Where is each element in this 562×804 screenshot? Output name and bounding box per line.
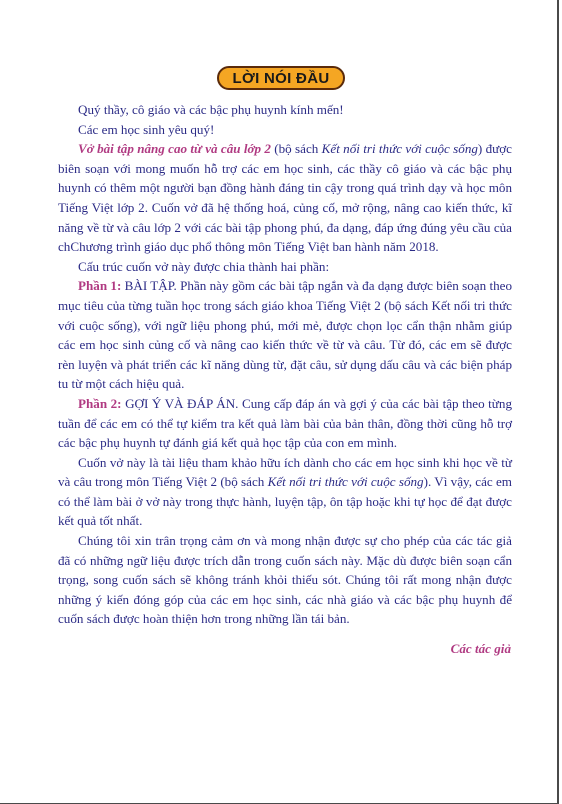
usage-text-2: ). Vì vậy, các em có thể làm bài ở vở này trong thực hành, luyện tập, ôn tập hoặc khi tự học để đạt được kết quả tốt nhất. bbox=[58, 474, 512, 529]
page-title: LỜI NÓI ĐẦU bbox=[217, 66, 346, 90]
greeting-line-students: Các em học sinh yêu quý! bbox=[78, 121, 215, 137]
part1-label: Phần 1: bbox=[78, 278, 122, 294]
thanks-paragraph: Chúng tôi xin trân trọng cảm ơn và mong nhận được sự cho phép của các tác giả đã có những ngữ liệu được trích dẫn trong cuốn sách này. Mặc dù được biên soạn cẩn trọng, song cuốn sách sẽ không tránh khỏi thiếu sót. Chúng tôi rất mong nhận được những ý kiến đóng góp của các em học sinh, các nhà giáo và các bậc phụ huynh để cuốn sách được hoàn thiện hơn trong những lần tái bản. bbox=[58, 533, 512, 627]
series-name: Kết nối tri thức với cuộc sống bbox=[321, 141, 478, 157]
part2-paragraph bbox=[58, 394, 512, 453]
signature: Các tác giả bbox=[450, 641, 511, 656]
usage-series-name: Kết nối tri thức với cuộc sống bbox=[267, 474, 424, 490]
title-area bbox=[0, 66, 562, 90]
document-body bbox=[58, 100, 512, 629]
structure-intro: Cấu trúc cuốn vở này được chia thành hai phần: bbox=[78, 258, 330, 274]
part2-label: Phần 2: bbox=[78, 395, 122, 411]
usage-text-1: Cuốn vở này là tài liệu tham khảo hữu ích dành cho các em học sinh khi học về từ và câu trong môn Tiếng Việt 2 (bộ sách bbox=[58, 454, 512, 490]
book-title: Vở bài tập nâng cao từ và câu lớp 2 bbox=[78, 141, 271, 157]
intro-series-prefix: (bộ sách bbox=[270, 141, 322, 157]
intro-text: ) được biên soạn với mong muốn hỗ trợ các em học sinh, các thầy cô giáo và các bậc phụ huynh có thêm một người bạn đồng hành đáng tin cậy trong quá trình dạy và học môn Tiếng Việt lớp 2. Cuốn vở đã hệ thống hoá, củng cố, mở rộng, nâng cao kiến thức, kĩ năng về từ và câu lớp 2 với các bài tập phong phú, đa dạng, đáp ứng đúng yêu cầu của chChương trình giáo dục phổ thông môn Tiếng Việt ban hành năm 2018. bbox=[58, 141, 512, 255]
intro-paragraph bbox=[58, 139, 512, 257]
part1-paragraph bbox=[58, 276, 512, 394]
usage-paragraph bbox=[58, 453, 512, 531]
part2-text: GỢI Ý VÀ ĐÁP ÁN. Cung cấp đáp án và gợi ý của các bài tập theo từng tuần để các em có thể tự kiểm tra kết quả làm bài của bản thân, đồng thời cũng hỗ trợ các bậc phụ huynh tự đánh giá kết quả học tập của con em mình. bbox=[58, 395, 512, 451]
part1-text: BÀI TẬP. Phần này gồm các bài tập ngắn và đa dạng được biên soạn theo mục tiêu của từng tuần học trong sách giáo khoa Tiếng Việt 2 (bộ sách Kết nối tri thức với cuộc sống), với ngữ liệu phong phú, mới mẻ, được chọn lọc cẩn thận nhằm giúp các em học sinh củng cố và nâng cao kiến thức về từ và câu. Từ đó, các em sẽ được rèn luyện và phát triển các kĩ năng dùng từ, đặt câu, sử dụng dấu câu và các biện pháp tu từ một cách hiệu quả. bbox=[58, 278, 512, 392]
greeting-line: Quý thầy, cô giáo và các bậc phụ huynh kính mến! bbox=[78, 102, 344, 117]
